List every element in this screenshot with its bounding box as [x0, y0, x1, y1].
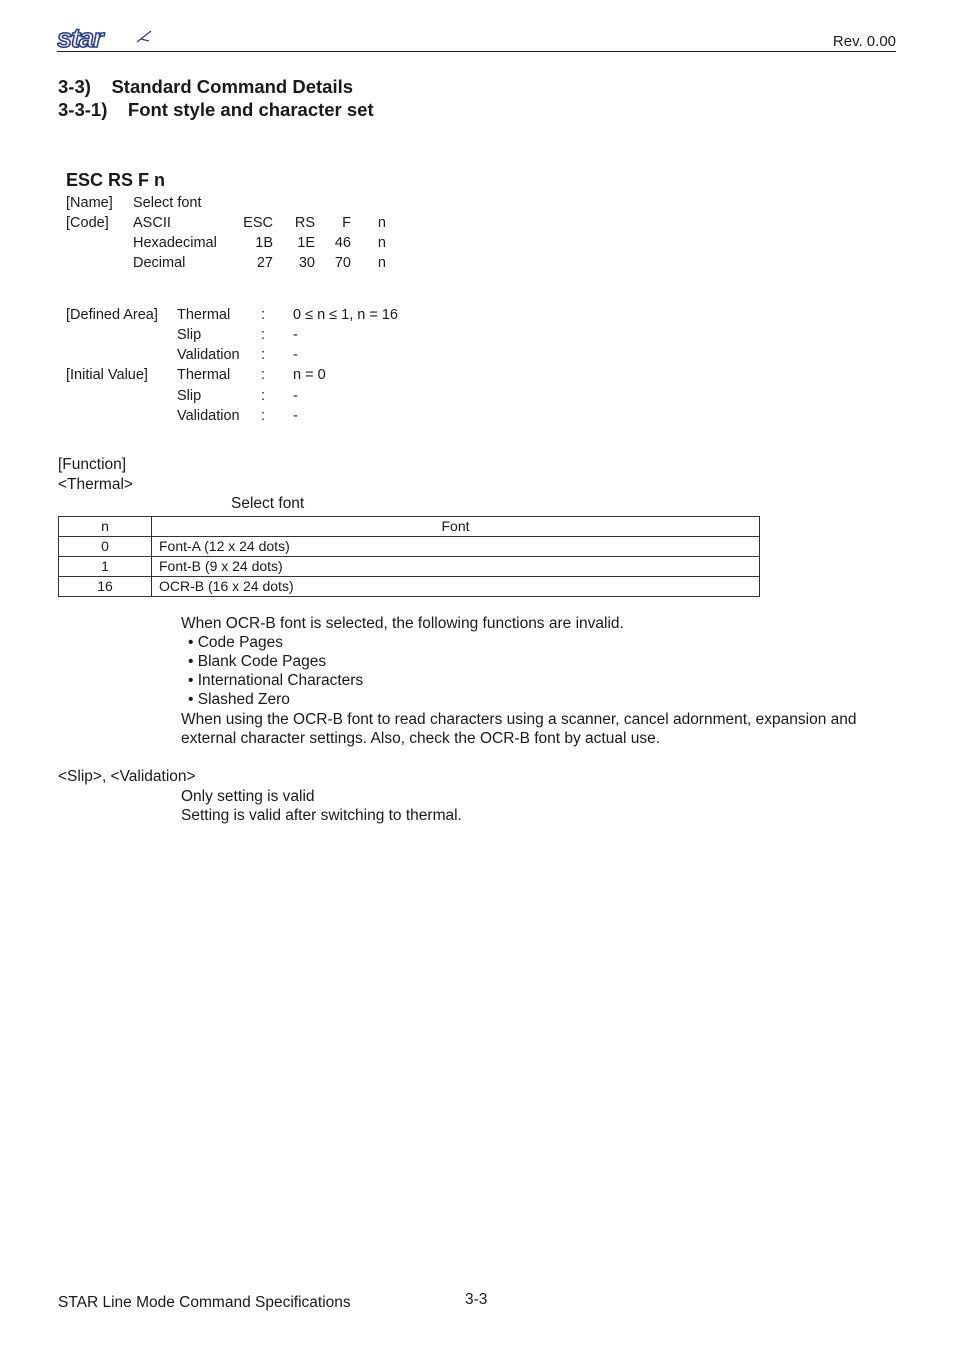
footer-doc-title: STAR Line Mode Command Specifications: [58, 1294, 351, 1311]
code-cell: 30: [298, 255, 315, 271]
separator: :: [261, 307, 266, 323]
table-cell-font: Font-A (12 x 24 dots): [152, 537, 760, 557]
table-header-font: Font: [152, 517, 760, 537]
separator: :: [261, 327, 266, 343]
code-label: [Code]: [66, 215, 109, 231]
logo-text: star: [57, 25, 103, 51]
thermal-label: <Thermal>: [58, 476, 133, 493]
slip-note-line: Only setting is valid: [181, 788, 315, 805]
table-caption: Select font: [231, 495, 305, 512]
code-cell: n: [377, 235, 386, 251]
slip-validation-label: <Slip>, <Validation>: [58, 768, 196, 785]
initial-value: n = 0: [293, 367, 326, 383]
function-label: [Function]: [58, 456, 127, 473]
table-row: [59, 557, 760, 577]
code-cell: n: [377, 255, 386, 271]
command-title: ESC RS F n: [66, 170, 166, 190]
revision-label: Rev. 0.00: [832, 33, 896, 50]
table-header-n: n: [59, 517, 152, 537]
range-value: -: [293, 327, 298, 343]
font-table: [58, 516, 760, 597]
defined-area-label: [Defined Area]: [66, 307, 158, 323]
bullet-item: • Blank Code Pages: [188, 653, 327, 670]
code-row-label: ASCII: [133, 215, 171, 231]
range-value: 0 ≤ n ≤ 1, n = 16: [293, 307, 398, 323]
mode-label: Thermal: [177, 367, 231, 383]
code-row-label: Hexadecimal: [133, 235, 217, 251]
name-label: [Name]: [66, 195, 113, 211]
mode-label: Slip: [177, 327, 202, 343]
mode-label: Thermal: [177, 307, 231, 323]
initial-value: -: [293, 408, 298, 424]
name-value: Select font: [133, 195, 202, 211]
ocr-note-intro: When OCR-B font is selected, the following functions are invalid.: [181, 615, 624, 632]
separator: :: [261, 367, 266, 383]
separator: :: [261, 388, 266, 404]
subsection-heading: 3-3-1) Font style and character set: [58, 99, 374, 120]
table-cell-font: OCR-B (16 x 24 dots): [152, 577, 760, 597]
mode-label: Validation: [177, 347, 240, 363]
code-cell: F: [342, 215, 351, 231]
code-cell: RS: [294, 215, 315, 231]
table-cell-n: 1: [59, 557, 152, 577]
table-cell-font: Font-B (9 x 24 dots): [152, 557, 760, 577]
table-cell-n: 16: [59, 577, 152, 597]
range-value: -: [293, 347, 298, 363]
star-logo: [57, 25, 153, 51]
code-cell: 1B: [255, 235, 273, 251]
bullet-item: • International Characters: [188, 672, 364, 689]
bullet-item: • Slashed Zero: [188, 691, 290, 708]
ocr-note-line: external character settings. Also, check the OCR-B font by actual use.: [181, 730, 661, 747]
code-cell: 46: [334, 235, 351, 251]
slip-note-line: Setting is valid after switching to thermal.: [181, 807, 462, 824]
section-heading: 3-3) Standard Command Details: [58, 76, 354, 97]
code-cell: n: [377, 215, 386, 231]
code-cell: 1E: [297, 235, 315, 251]
separator: :: [261, 408, 266, 424]
initial-value: -: [293, 388, 298, 404]
table-row: [59, 577, 760, 597]
code-cell: ESC: [243, 215, 273, 231]
mode-label: Validation: [177, 408, 240, 424]
ocr-note-line: When using the OCR-B font to read characters using a scanner, cancel adornment, expansion and: [181, 711, 857, 728]
code-row-label: Decimal: [133, 255, 186, 271]
header-rule: [57, 51, 896, 52]
code-cell: 70: [334, 255, 351, 271]
table-header-row: [59, 517, 760, 537]
table-cell-n: 0: [59, 537, 152, 557]
bullet-item: • Code Pages: [188, 634, 284, 651]
code-cell: 27: [256, 255, 273, 271]
separator: :: [261, 347, 266, 363]
table-row: [59, 537, 760, 557]
mode-label: Slip: [177, 388, 202, 404]
page-number: 3-3: [465, 1291, 488, 1308]
initial-value-label: [Initial Value]: [66, 367, 148, 383]
